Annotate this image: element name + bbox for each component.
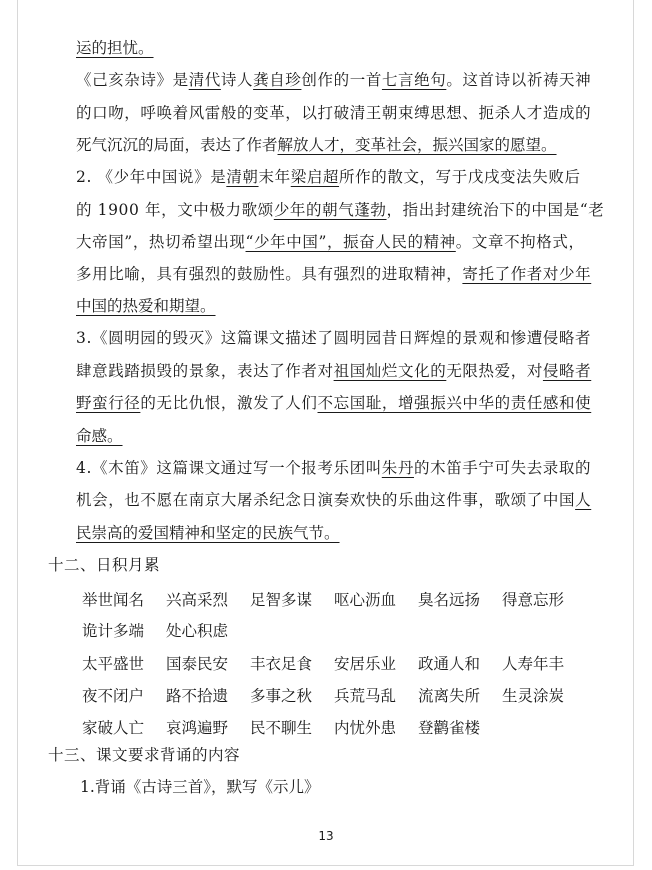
underlined-answer: 运的担忧。 <box>76 39 154 57</box>
idiom: 民不聊生 <box>250 719 313 737</box>
text-segment: 的木笛手宁可失去录取的 <box>414 459 592 477</box>
idiom: 处心积虑 <box>166 622 229 640</box>
idiom: 哀鸿遍野 <box>166 719 229 737</box>
text-line <box>76 523 340 543</box>
idiom: 流离失所 <box>418 687 481 705</box>
idiom: 路不拾遗 <box>166 687 229 705</box>
idiom: 政通人和 <box>418 655 481 673</box>
underlined-answer: 不忘国耻，增强振兴中华的责任感和使 <box>317 394 592 412</box>
text-segment: 死气沉沉的局面，表达了作者 <box>76 136 278 154</box>
section-13-heading: 十三、课文要求背诵的内容 <box>48 746 241 764</box>
text-line <box>76 490 591 510</box>
idiom: 家破人亡 <box>82 719 145 737</box>
underlined-answer: 命感。 <box>76 427 123 445</box>
idiom-row <box>82 654 586 674</box>
text-line <box>76 426 123 446</box>
text-segment: 的无比仇恨，激发了人们 <box>140 394 318 412</box>
underlined-answer: 解放人才，变革社会，振兴国家的愿望。 <box>277 136 557 154</box>
idiom: 人寿年丰 <box>502 655 565 673</box>
page-number: 13 <box>318 829 334 843</box>
text-segment: 无限热爱，对 <box>446 362 543 380</box>
text-line <box>76 361 591 381</box>
text-line <box>76 38 154 58</box>
idiom: 夜不闭户 <box>82 687 145 705</box>
underlined-answer: 梁启超 <box>290 168 340 186</box>
underlined-answer: 七言绝句 <box>381 71 447 89</box>
idiom: 多事之秋 <box>250 687 313 705</box>
underlined-answer: 民崇高的爱国精神和坚定的民族气节。 <box>76 524 340 542</box>
text-line <box>76 296 216 316</box>
text-segment: 3.《圆明园的毁灭》这篇课文描述了圆明园昔日辉煌的景观和惨遭侵略者 <box>76 329 592 347</box>
idiom: 诡计多端 <box>82 622 145 640</box>
idiom: 得意忘形 <box>502 591 565 609</box>
underlined-answer: 中国的热爱和期望。 <box>76 297 216 315</box>
idiom: 兴高采烈 <box>166 591 229 609</box>
idiom: 生灵涂炭 <box>502 687 565 705</box>
text-line <box>76 167 581 187</box>
idiom: 太平盛世 <box>82 655 145 673</box>
text-segment: 2. 《少年中国说》是 <box>76 168 227 186</box>
idiom: 登鹳雀楼 <box>418 719 481 737</box>
underlined-answer: 侵略者 <box>542 362 592 380</box>
underlined-answer: 龚自珍 <box>253 71 302 89</box>
idiom-row <box>82 590 586 610</box>
idiom: 安居乐业 <box>334 655 397 673</box>
text-segment: 机会，也不愿在南京大屠杀纪念日演奏欢快的乐曲这件事，歌颂了中国 <box>76 491 576 509</box>
text-line <box>76 70 591 90</box>
text-segment: 。文章不拘格式， <box>455 233 585 251</box>
idiom: 呕心沥血 <box>334 591 397 609</box>
underlined-answer: 清代 <box>188 71 221 89</box>
idiom: 举世闻名 <box>82 591 145 609</box>
idiom: 国泰民安 <box>166 655 229 673</box>
text-segment: 《己亥杂诗》是 <box>76 71 189 89</box>
underlined-answer: 祖国灿烂文化的 <box>333 362 447 380</box>
recite-item-1: 1.背诵《古诗三首》，默写《示儿》 <box>80 778 320 796</box>
underlined-answer: 少年的朝气蓬勃 <box>273 201 387 219</box>
text-segment: 大帝国”，热切希望出现 <box>76 233 246 251</box>
underlined-answer: 清朝 <box>226 168 259 186</box>
text-segment: 创作的一首 <box>301 71 382 89</box>
text-segment: 诗人 <box>220 71 254 89</box>
text-line <box>76 458 591 478</box>
underlined-answer: 人 <box>575 491 592 509</box>
idiom-row <box>82 718 502 738</box>
text-segment: 所作的散文，写于戊戌变法失败后 <box>339 168 581 186</box>
text-line <box>76 135 557 155</box>
text-line <box>76 264 591 284</box>
idiom: 臭名远扬 <box>418 591 481 609</box>
text-segment: 的 1900 年，文中极力歌颂 <box>76 201 274 219</box>
text-line <box>76 328 591 348</box>
text-segment: 。这首诗以祈祷天神 <box>446 71 592 89</box>
underlined-answer: 野蛮行径 <box>76 394 141 412</box>
text-segment: 末年 <box>258 168 291 186</box>
underlined-answer: 朱丹 <box>381 459 414 477</box>
underlined-answer: 寄托了作者对少年 <box>462 265 592 283</box>
idiom-row <box>82 621 250 641</box>
text-segment: 的口吻，呼唤着风雷般的变革，以打破清王朝束缚思想、扼杀人才造成的 <box>76 104 592 122</box>
idiom: 兵荒马乱 <box>334 687 397 705</box>
text-segment: ，指出封建统治下的中国是“老 <box>386 201 605 219</box>
idiom: 丰衣足食 <box>250 655 313 673</box>
text-segment: 4.《木笛》这篇课文通过写一个报考乐团叫 <box>76 459 382 477</box>
idiom: 足智多谋 <box>250 591 313 609</box>
text-line <box>76 200 604 220</box>
text-line <box>76 393 591 413</box>
underlined-answer: “少年中国”，振奋人民的精神 <box>245 233 456 251</box>
text-segment: 多用比喻，具有强烈的鼓励性。具有强烈的进取精神， <box>76 265 463 283</box>
text-line <box>76 103 591 123</box>
text-line <box>76 232 585 252</box>
text-segment: 肆意践踏损毁的景象，表达了作者对 <box>76 362 334 380</box>
idiom-row <box>82 686 586 706</box>
section-12-heading: 十二、日积月累 <box>48 556 161 574</box>
idiom: 内忧外患 <box>334 719 397 737</box>
